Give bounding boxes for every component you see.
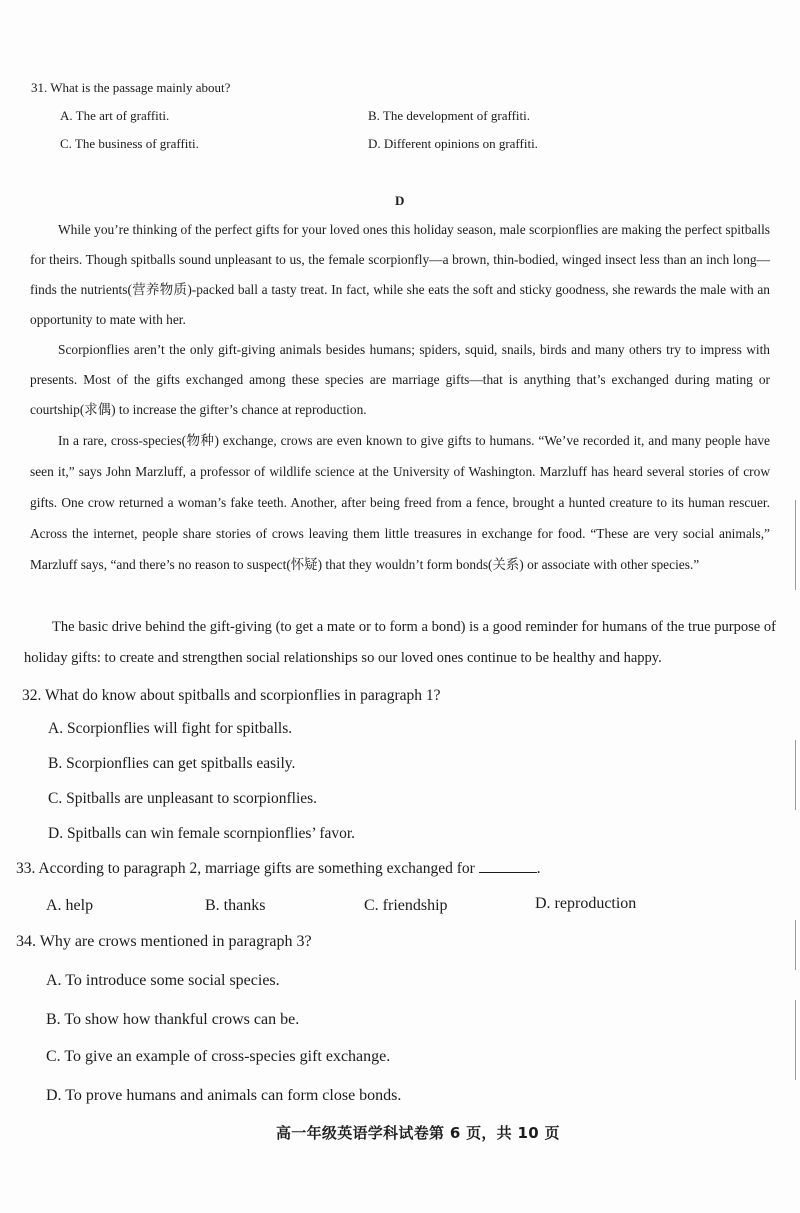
q32-option-a: A. Scorpionflies will fight for spitballs. bbox=[48, 720, 293, 737]
q31-option-a: A. The art of graffiti. bbox=[60, 108, 170, 123]
q33-option-d: D. reproduction bbox=[535, 895, 637, 912]
passage-paragraph-4: The basic drive behind the gift-giving (to get a mate or to form a bond) is a good reminder for humans of the true purpose of holiday gifts: to create and strengthen social relationships so our loved ones continue to be healthy and happy. bbox=[24, 619, 776, 666]
q32-option-c: C. Spitballs are unpleasant to scorpionflies. bbox=[48, 790, 318, 807]
passage-paragraph-1: While you’re thinking of the perfect gifts for your loved ones this holiday season, male scorpionflies are making the perfect spitballs for theirs. Though spitballs sound unpleasant to us, the female scorpionfly—a brown, thin-bodied, winged insect less than an inch long—finds the nutrients(营养物质)-packed ball a tasty treat. In fact, while she eats the soft and sticky goodness, she rewards the male with an opportunity to mate with her. bbox=[30, 222, 770, 327]
question-31: 31. What is the passage mainly about? bbox=[31, 80, 231, 95]
section-letter: D bbox=[395, 193, 405, 208]
scan-edge-line bbox=[795, 920, 796, 970]
answer-blank bbox=[479, 860, 537, 873]
q32-option-d: D. Spitballs can win female scornpionflies’ favor. bbox=[48, 825, 356, 842]
q32-option-b: B. Scorpionflies can get spitballs easily. bbox=[48, 755, 296, 772]
passage-paragraph-3: In a rare, cross-species(物种) exchange, crows are even known to give gifts to humans. “We’ve recorded it, and many people have seen it,” says John Marzluff, a professor of wildlife science at the University of Washington. Marzluff has heard several stories of crow gifts. One crow returned a woman’s fake teeth. Another, after being freed from a fence, brought a hunted creature to its human rescuer. Across the internet, people share stories of crows leaving them little treasures in exchange for food. “These are very social animals,” Marzluff says, “and there’s no reason to suspect(怀疑) that they wouldn’t form bonds(关系) or associate with other species.” bbox=[30, 433, 770, 572]
question-33 bbox=[16, 860, 541, 878]
q33-option-c: C. friendship bbox=[364, 897, 448, 914]
question-33-text: 33. According to paragraph 2, marriage gifts are something exchanged for bbox=[16, 860, 475, 877]
q31-option-b: B. The development of graffiti. bbox=[368, 108, 530, 123]
q34-option-d: D. To prove humans and animals can form close bonds. bbox=[46, 1087, 402, 1104]
q33-option-b: B. thanks bbox=[205, 897, 266, 914]
page-footer: 高一年级英语学科试卷第 6 页，共 10 页 bbox=[276, 1124, 560, 1142]
q31-option-d: D. Different opinions on graffiti. bbox=[368, 136, 538, 151]
q31-option-c: C. The business of graffiti. bbox=[60, 136, 199, 151]
question-32: 32. What do know about spitballs and scorpionflies in paragraph 1? bbox=[22, 687, 441, 704]
q34-option-b: B. To show how thankful crows can be. bbox=[46, 1011, 300, 1028]
scan-edge-line bbox=[795, 1000, 796, 1080]
passage-paragraph-2: Scorpionflies aren’t the only gift-giving animals besides humans; spiders, squid, snails, birds and many others try to impress with presents. Most of the gifts exchanged among these species are marriage gifts—that is anything that’s exchanged during mating or courtship(求偶) to increase the gifter’s chance at reproduction. bbox=[30, 342, 770, 417]
question-33-period: . bbox=[536, 860, 541, 877]
scan-edge-line bbox=[795, 530, 796, 590]
scan-edge-line bbox=[795, 740, 796, 810]
question-34: 34. Why are crows mentioned in paragraph 3? bbox=[16, 933, 312, 950]
q33-option-a: A. help bbox=[46, 897, 94, 914]
q34-option-a: A. To introduce some social species. bbox=[46, 972, 280, 989]
q34-option-c: C. To give an example of cross-species gift exchange. bbox=[46, 1048, 391, 1065]
